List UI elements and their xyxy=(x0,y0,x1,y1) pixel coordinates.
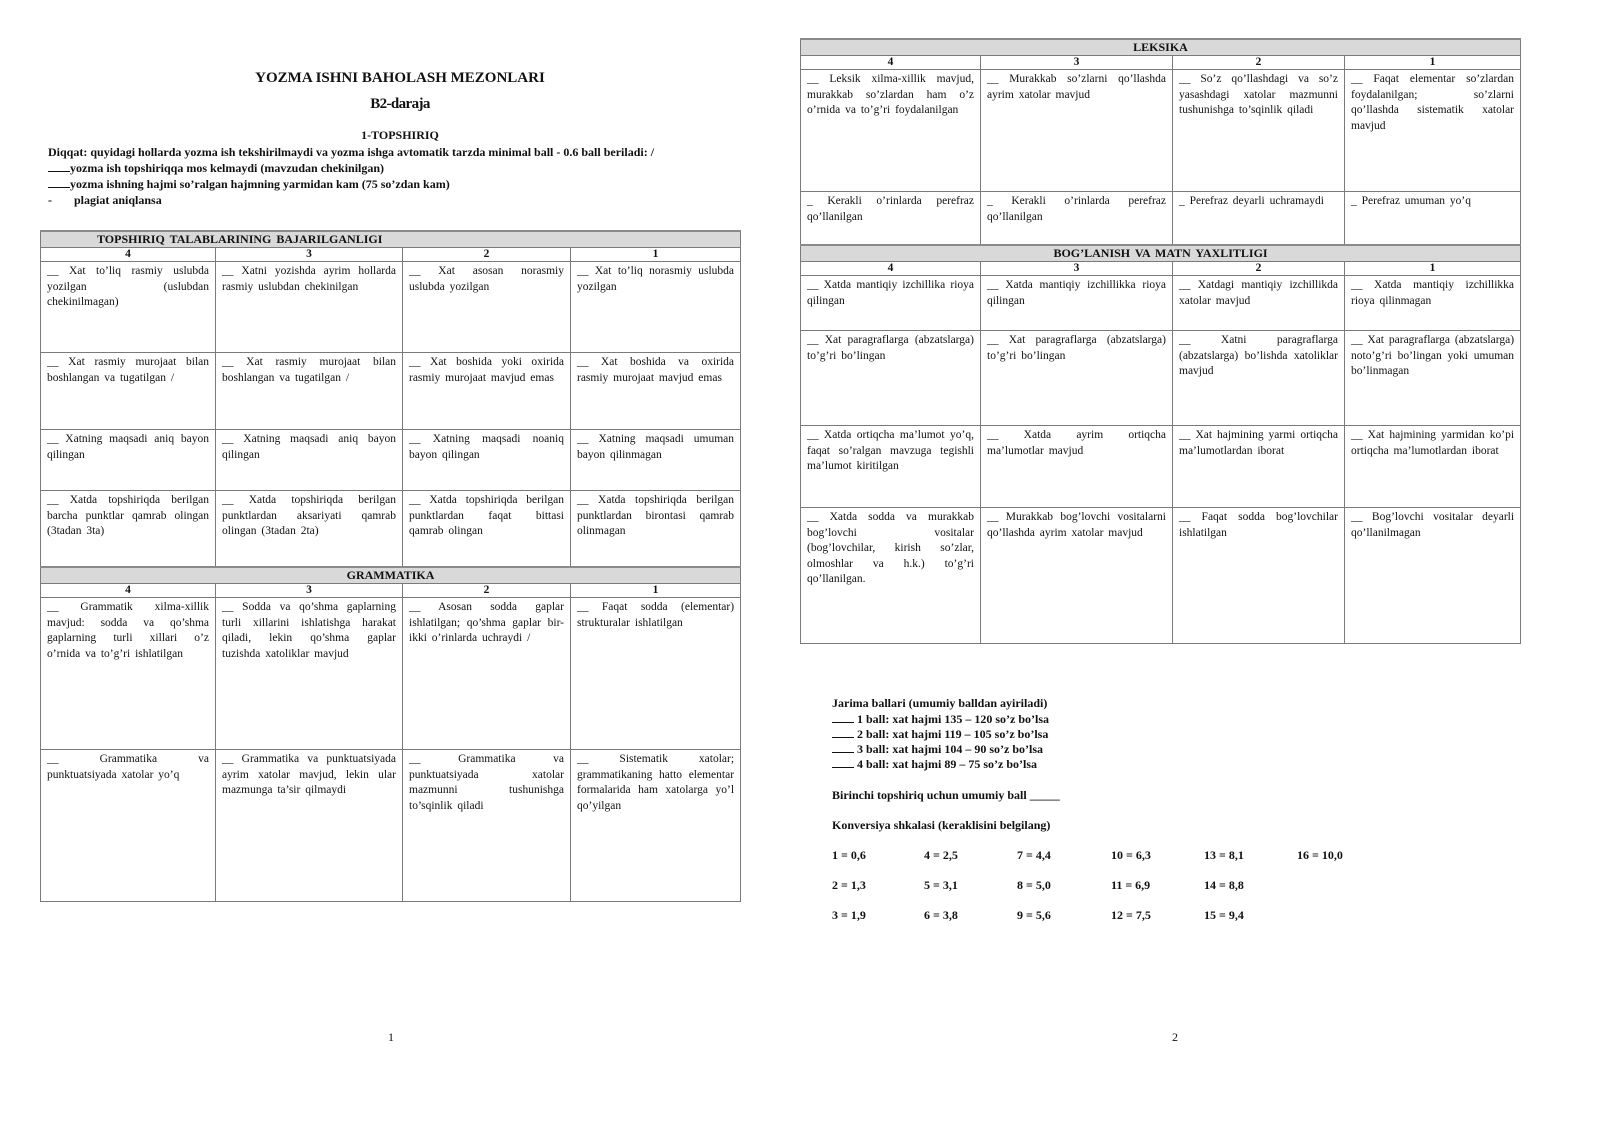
section-title: TOPSHIRIQ TALABLARINING BAJARILGANLIGI xyxy=(41,231,741,248)
conversion-value: 11 = 6,9 xyxy=(1111,878,1151,892)
task-title: 1-TOPSHIRIQ xyxy=(361,128,439,142)
criterion-cell: __ Asosan sodda gaplar ishlatilgan; qo’shma gaplar bir-ikki o’rinlarda uchraydi / xyxy=(403,598,571,750)
table-row xyxy=(801,192,1521,246)
table-row xyxy=(801,70,1521,192)
conversion-value: 6 = 3,8 xyxy=(924,908,958,922)
table-row xyxy=(41,491,741,567)
score-header: 4 xyxy=(801,56,981,70)
section-title: LEKSIKA xyxy=(801,39,1521,56)
note-item: yozma ishning hajmi so’ralgan hajmning yarmidan kam (75 so’zdan kam) xyxy=(48,176,748,192)
conversion-value: 10 = 6,3 xyxy=(1111,848,1151,862)
criterion-cell: __ Grammatika va punktuatsiyada xatolar mazmunni tushunishga to’sqinlik qiladi xyxy=(403,750,571,902)
criterion-cell: __ Xatda ayrim ortiqcha ma’lumotlar mavjud xyxy=(981,426,1173,508)
score-header: 1 xyxy=(571,248,741,262)
table-row xyxy=(801,508,1521,644)
criterion-cell: __ Xatning maqsadi noaniq bayon qilingan xyxy=(403,430,571,491)
note-item: yozma ish topshiriqqa mos kelmaydi (mavzudan chekinilgan) xyxy=(48,160,748,176)
page-number: 2 xyxy=(1172,1030,1178,1044)
criterion-cell: __ Xat hajmining yarmidan ko’pi ortiqcha ma’lumotlardan iborat xyxy=(1345,426,1521,508)
criterion-cell: _ Perefraz umuman yo’q xyxy=(1345,192,1521,246)
conversion-value: 1 = 0,6 xyxy=(832,848,866,862)
criterion-cell: __ Murakkab so’zlarni qo’llashda ayrim xatolar mavjud xyxy=(981,70,1173,192)
conversion-value: 8 = 5,0 xyxy=(1017,878,1051,892)
score-header: 2 xyxy=(1173,262,1345,276)
score-header: 3 xyxy=(216,248,403,262)
conversion-value: 4 = 2,5 xyxy=(924,848,958,862)
criterion-cell: __ Xat boshida yoki oxirida rasmiy murojaat mavjud emas xyxy=(403,353,571,430)
criterion-cell: __ Grammatika va punktuatsiyada xatolar yo’q xyxy=(41,750,216,902)
criterion-cell: __ Faqat elementar so’zlardan foydalanilgan; so’zlarni qo’llashda sistematik xatolar mavjud xyxy=(1345,70,1521,192)
criterion-cell: __ Xat paragraflarga (abzatslarga) to’g’ri bo’lingan xyxy=(981,331,1173,426)
conversion-value: 3 = 1,9 xyxy=(832,908,866,922)
rubric-table-grammar xyxy=(40,566,741,902)
criterion-cell: __ Xatni yozishda ayrim hollarda rasmiy uslubdan chekinilgan xyxy=(216,262,403,353)
conversion-value: 14 = 8,8 xyxy=(1204,878,1244,892)
criterion-cell: __ Xatda mantiqiy izchillika rioya qilingan xyxy=(801,276,981,331)
criterion-cell: __ Xatning maqsadi umuman bayon qilinmagan xyxy=(571,430,741,491)
criterion-cell: __ Xatda ortiqcha ma’lumot yo’q, faqat so’ralgan mavzuga tegishli ma’lumot kiritilgan xyxy=(801,426,981,508)
table-row xyxy=(41,750,741,902)
criterion-cell: __ Leksik xilma-xillik mavjud, murakkab so’zlardan ham o’z o’rnida va to’g’ri foydalanilgan xyxy=(801,70,981,192)
conversion-value: 15 = 9,4 xyxy=(1204,908,1244,922)
criterion-cell: __ Faqat sodda bog’lovchilar ishlatilgan xyxy=(1173,508,1345,644)
score-header: 2 xyxy=(1173,56,1345,70)
criterion-cell: __ Xat paragraflarga (abzatslarga) noto’g’ri bo’lingan yoki umuman bo’linmagan xyxy=(1345,331,1521,426)
rubric-table-coherence xyxy=(800,244,1521,644)
criterion-cell: __ Xatda topshiriqda berilgan punktlardan birontasi qamrab olinmagan xyxy=(571,491,741,567)
table-row xyxy=(41,353,741,430)
criterion-cell: __ Murakkab bog’lovchi vositalarni qo’llashda ayrim xatolar mavjud xyxy=(981,508,1173,644)
criterion-cell: __ So’z qo’llashdagi va so’z yasashdagi xatolar mazmunni tushunishga to’sqinlik qiladi xyxy=(1173,70,1345,192)
criterion-cell: __ Xat rasmiy murojaat bilan boshlangan va tugatilgan / xyxy=(216,353,403,430)
table-row xyxy=(801,331,1521,426)
score-header: 3 xyxy=(981,262,1173,276)
table-row xyxy=(41,262,741,353)
criterion-cell: __ Grammatik xilma-xillik mavjud: sodda va qo’shma gaplarning turli xillari o’z o’rnida va to’g’ri ishlatilgan xyxy=(41,598,216,750)
conversion-value: 16 = 10,0 xyxy=(1297,848,1343,862)
page-2 xyxy=(800,0,1600,1131)
table-row xyxy=(801,276,1521,331)
conversion-value: 9 = 5,6 xyxy=(1017,908,1051,922)
level-title: B2-daraja xyxy=(370,96,430,112)
score-header: 1 xyxy=(1345,56,1521,70)
criterion-cell: __ Xatni paragraflarga (abzatslarga) bo’lishda xatoliklar mavjud xyxy=(1173,331,1345,426)
criterion-cell: _ Kerakli o’rinlarda perefraz qo’llanilgan xyxy=(801,192,981,246)
score-header: 3 xyxy=(216,584,403,598)
score-header: 2 xyxy=(403,584,571,598)
section-title: GRAMMATIKA xyxy=(41,567,741,584)
total-score-line: Birinchi topshiriq uchun umumiy ball _____ xyxy=(832,788,1060,802)
section-title: BOG’LANISH VA MATN YAXLITLIGI xyxy=(801,245,1521,262)
conversion-value: 5 = 3,1 xyxy=(924,878,958,892)
criterion-cell: __ Xat asosan norasmiy uslubda yozilgan xyxy=(403,262,571,353)
conversion-value: 2 = 1,3 xyxy=(832,878,866,892)
penalty-item: 2 ball: xat hajmi 119 – 105 so’z bo’lsa xyxy=(832,727,1048,742)
criterion-cell: __ Xat to’liq rasmiy uslubda yozilgan (uslubdan chekinilmagan) xyxy=(41,262,216,353)
conversion-value: 12 = 7,5 xyxy=(1111,908,1151,922)
criterion-cell: __ Xatning maqsadi aniq bayon qilingan xyxy=(41,430,216,491)
conversion-value: 13 = 8,1 xyxy=(1204,848,1244,862)
criterion-cell: __ Grammatika va punktuatsiyada ayrim xatolar mavjud, lekin ular mazmunga ta’sir qilmaydi xyxy=(216,750,403,902)
criterion-cell: __ Xatning maqsadi aniq bayon qilingan xyxy=(216,430,403,491)
score-header: 3 xyxy=(981,56,1173,70)
criterion-cell: __ Xatda mantiqiy izchillikka rioya qilingan xyxy=(981,276,1173,331)
rubric-table-task-fulfilment xyxy=(40,230,741,567)
criterion-cell: __ Sodda va qo’shma gaplarning turli xillarini ishlatishga harakat qiladi, lekin qo’shma gaplar tuzishda xatoliklar mavjud xyxy=(216,598,403,750)
penalty-item: 1 ball: xat hajmi 135 – 120 so’z bo’lsa xyxy=(832,712,1049,727)
criterion-cell: __ Xat boshida va oxirida rasmiy murojaat mavjud emas xyxy=(571,353,741,430)
criterion-cell: __ Xat rasmiy murojaat bilan boshlangan va tugatilgan / xyxy=(41,353,216,430)
rubric-table-lexis xyxy=(800,38,1521,246)
criterion-cell: __ Xatda mantiqiy izchillikka rioya qilinmagan xyxy=(1345,276,1521,331)
table-row xyxy=(41,598,741,750)
criterion-cell: __ Xatda sodda va murakkab bog’lovchi vositalar (bog’lovchilar, kirish so’zlar, olmoshlar va h.k.) to’g’ri qo’llanilgan. xyxy=(801,508,981,644)
criterion-cell: __ Xat paragraflarga (abzatslarga) to’g’ri bo’lingan xyxy=(801,331,981,426)
note-item: - plagiat aniqlansa xyxy=(48,193,162,207)
table-row xyxy=(41,430,741,491)
conversion-title: Konversiya shkalasi (keraklisini belgilang) xyxy=(832,818,1051,832)
conversion-value: 7 = 4,4 xyxy=(1017,848,1051,862)
score-header: 4 xyxy=(41,584,216,598)
penalty-item: 4 ball: xat hajmi 89 – 75 so’z bo’lsa xyxy=(832,757,1037,772)
criterion-cell: __ Xat to’liq norasmiy uslubda yozilgan xyxy=(571,262,741,353)
criterion-cell: _ Kerakli o’rinlarda perefraz qo’llanilgan xyxy=(981,192,1173,246)
criterion-cell: __ Faqat sodda (elementar) strukturalar ishlatilgan xyxy=(571,598,741,750)
criterion-cell: __ Xatdagi mantiqiy izchillikda xatolar mavjud xyxy=(1173,276,1345,331)
criterion-cell: __ Xatda topshiriqda berilgan barcha punktlar qamrab olingan (3tadan 3ta) xyxy=(41,491,216,567)
page-number: 1 xyxy=(388,1030,394,1044)
score-header: 1 xyxy=(571,584,741,598)
criterion-cell: __ Sistematik xatolar; grammatikaning hatto elementar formalarida ham xatolarga yo’l qo’yilgan xyxy=(571,750,741,902)
criterion-cell: __ Xatda topshiriqda berilgan punktlardan faqat bittasi qamrab olingan xyxy=(403,491,571,567)
score-header: 4 xyxy=(801,262,981,276)
score-header: 4 xyxy=(41,248,216,262)
criterion-cell: __ Xat hajmining yarmi ortiqcha ma’lumotlardan iborat xyxy=(1173,426,1345,508)
score-header: 1 xyxy=(1345,262,1521,276)
criterion-cell: __ Xatda topshiriqda berilgan punktlardan aksariyati qamrab olingan (3tadan 2ta) xyxy=(216,491,403,567)
table-row xyxy=(801,426,1521,508)
criterion-cell: __ Bog’lovchi vositalar deyarli qo’llanilmagan xyxy=(1345,508,1521,644)
penalty-item: 3 ball: xat hajmi 104 – 90 so’z bo’lsa xyxy=(832,742,1043,757)
criterion-cell: _ Perefraz deyarli uchramaydi xyxy=(1173,192,1345,246)
penalty-title: Jarima ballari (umumiy balldan ayiriladi) xyxy=(832,696,1048,710)
score-header: 2 xyxy=(403,248,571,262)
document-title: YOZMA ISHNI BAHOLASH MEZONLARI xyxy=(255,70,545,86)
attention-note: Diqqat: quyidagi hollarda yozma ish tekshirilmaydi va yozma ishga avtomatik tarzda minimal ball - 0.6 ball beriladi: / xyxy=(48,145,655,159)
